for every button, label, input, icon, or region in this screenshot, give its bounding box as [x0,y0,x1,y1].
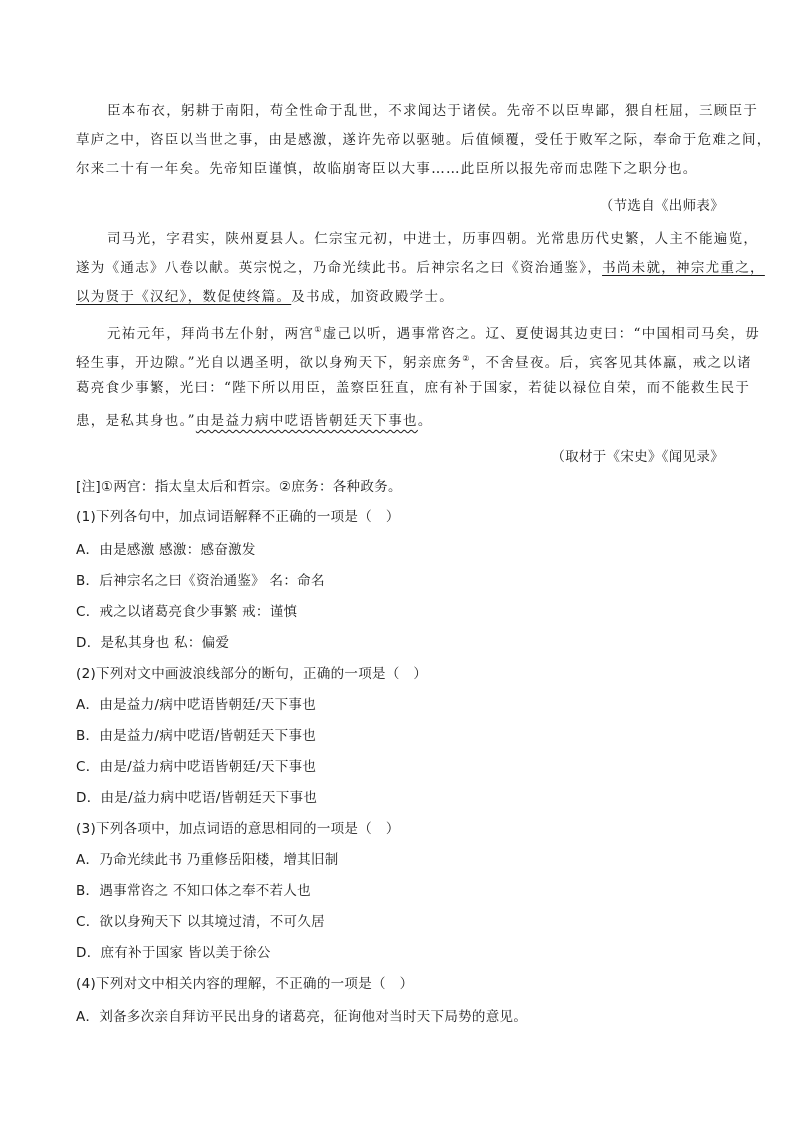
note-marker-1: ① [314,325,323,334]
question-1-option-b: B．后神宗名之曰《资治通鉴》 名：命名 [76,573,325,589]
question-3-stem: (3)下列各项中，加点词语的意思相同的一项是（ ） [76,821,400,837]
passage2-p2-line2 [76,349,752,373]
passage2-p1-line3-text: 及书成，加资政殿学士。 [291,289,455,305]
question-4-stem: (4)下列对文中相关内容的理解，不正确的一项是（ ） [76,976,414,992]
question-3-option-d: D．庶有补于国家 皆以美于徐公 [76,945,271,961]
note-marker-2: ② [462,354,471,363]
passage2-p2-line3: 葛亮食少事繁，光曰：“陛下所以用臣，盖察臣狂直，庶有补于国家，若徒以禄位自荣，而不能救生民于 [76,380,751,396]
question-2-option-c: C．由是/益力病中呓语皆朝廷/天下事也 [76,759,317,775]
passage1-source: （节选自《出师表》 [599,198,724,214]
wavy-underlined-sentence: 由是益力病中呓语皆朝廷天下事也 [195,413,418,429]
passage2-p1-line2-text: 遂为《通志》八卷以献。英宗悦之，乃命光续此书。后神宗名之曰《资治通鉴》， [76,260,603,276]
passage2-p1-line2 [76,258,765,278]
question-1-option-a: A．由是感激 感激：感奋激发 [76,542,256,558]
passage2-p2-line1 [107,320,760,344]
question-3-option-c: C．欲以身殉天下 以其境过清，不可久居 [76,914,325,930]
question-2-option-a: A．由是益力/病中呓语皆朝廷/天下事也 [76,697,317,713]
passage2-source: （取材于《宋史》《闻见录》 [551,449,724,465]
passage2-p2-line2-a: 轻生事，开边隙。”光自以遇圣明，欲以身殉天下，躬亲庶务 [76,355,463,371]
question-1-stem: (1)下列各句中，加点词语解释不正确的一项是（ ） [76,509,400,525]
question-3-option-b: B．遇事常咨之 不知口体之奉不若人也 [76,883,311,899]
underlined-sentence-cont: 以为贤于《汉纪》，数促使终篇。 [76,289,292,305]
question-2-option-b: B．由是益力/病中呓语/皆朝廷天下事也 [76,728,317,744]
passage2-p2-line1-b: 虚己以听，遇事常咨之。辽、夏使谒其边吏曰：“中国相司马矣，毋 [322,326,761,342]
passage2-p1-line1: 司马光，字君实，陕州夏县人。仁宗宝元初，中进士，历事四朝。光常患历代史繁，人主不能遍览， [107,231,759,247]
passage1-line1: 臣本布衣，躬耕于南阳，苟全性命于乱世，不求闻达于诸侯。先帝不以臣卑鄙，猥自枉屈，三顾臣于 [107,103,759,119]
passage1-line2: 草庐之中，咨臣以当世之事，由是感激，遂许先帝以驱驰。后值倾覆，受任于败军之际，奉命于危难之间， [76,132,772,148]
passage2-p2-line4-c: 。 [417,413,433,429]
passage2-p1-line3 [76,287,454,307]
passage2-p2-line2-b: ，不舍昼夜。后，宾客见其体羸，戒之以诸 [470,355,752,371]
passage2-p2-line1-a: 元祐元年，拜尚书左仆射，两宫 [107,326,315,342]
passage1-line3: 尔来二十有一年矣。先帝知臣谨慎，故临崩寄臣以大事……此臣所以报先帝而忠陛下之职分也。 [76,161,698,177]
question-4-option-a: A．刘备多次亲自拜访平民出身的诸葛亮，征询他对当时天下局势的意见。 [76,1009,528,1025]
passage2-p2-line4-a: 患，是私其身也。” [76,413,196,429]
underlined-sentence: 书尚未就，神宗尤重之， [602,260,765,276]
question-2-stem: (2)下列对文中画波浪线部分的断句，正确的一项是（ ） [76,666,428,682]
question-1-option-d: D．是私其身也 私：偏爱 [76,635,230,651]
question-3-option-a: A．乃命光续此书 乃重修岳阳楼，增其旧制 [76,852,339,868]
question-1-option-c: C．戒之以诸葛亮食少事繁 戒：谨慎 [76,604,298,620]
footnotes: [注]①两宫：指太皇太后和哲宗。②庶务：各种政务。 [76,479,402,495]
question-2-option-d: D．由是/益力病中呓语/皆朝廷天下事也 [76,790,318,806]
passage2-p2-line4 [76,411,433,431]
